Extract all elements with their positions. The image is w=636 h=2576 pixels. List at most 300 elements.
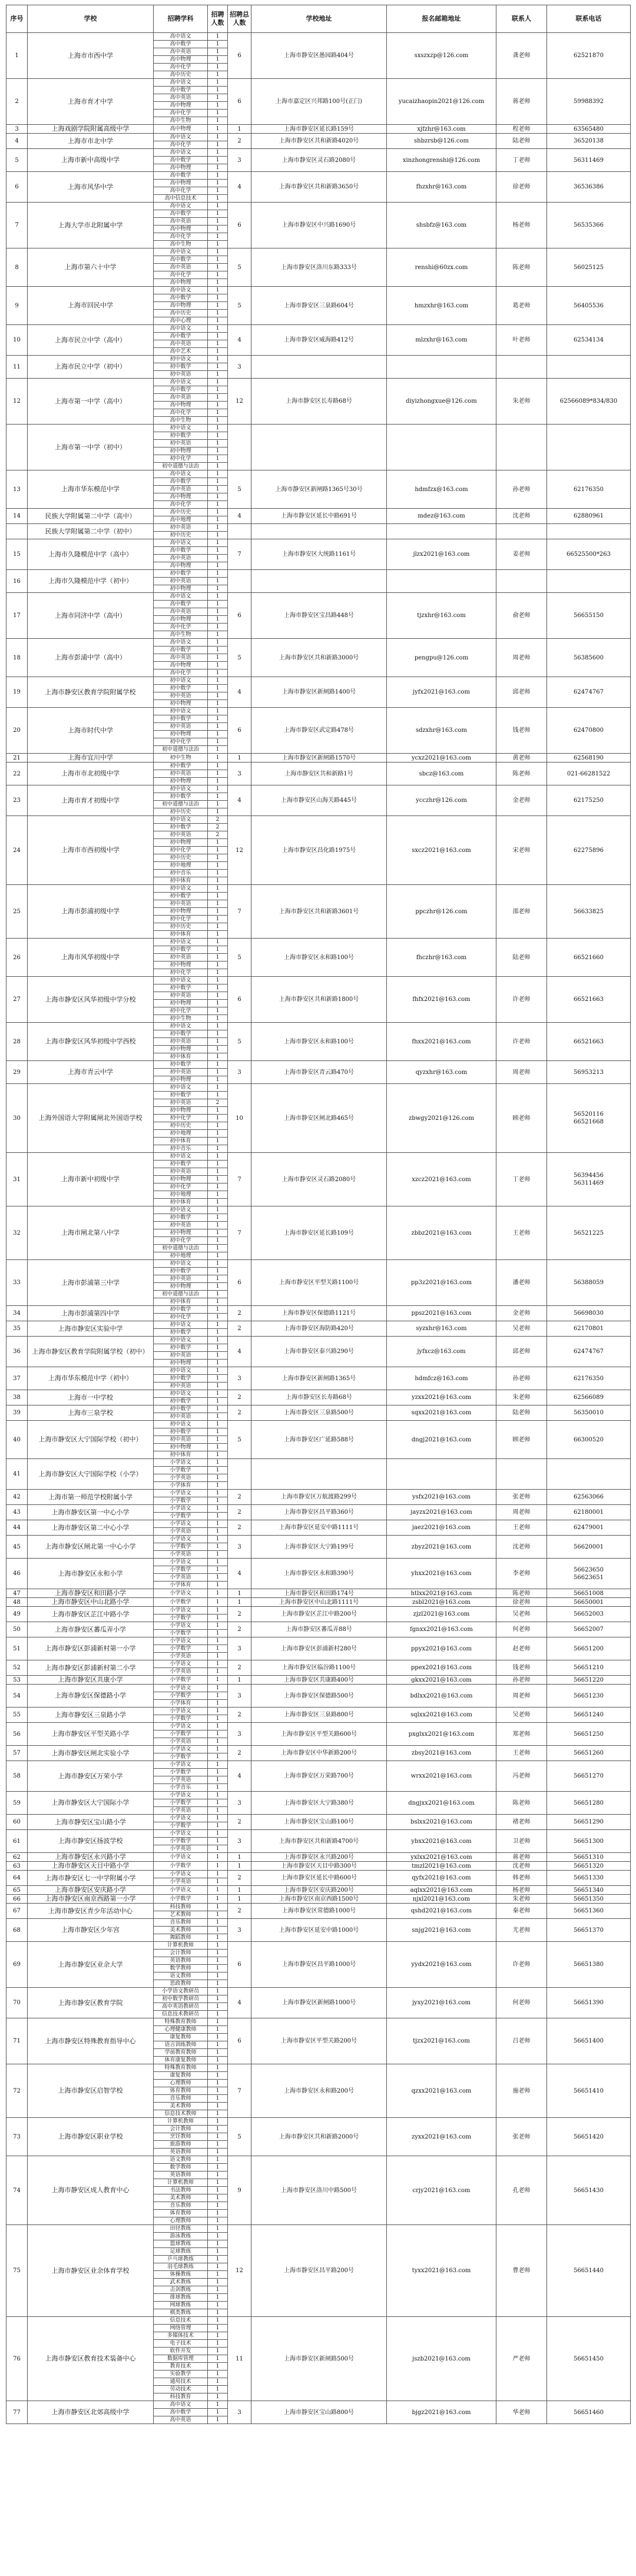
contact-person: 韩老师 [496,1871,547,1886]
subject-count-cell: 1 [208,2309,228,2317]
subject-count-cell: 1 [208,1815,228,1822]
table-row [6,1871,631,1878]
subject-cell: 初中物理 [154,1107,208,1115]
table-row [6,1367,631,1375]
table-row [6,1708,631,1715]
subject-count-cell: 1 [208,654,228,662]
subject-count-cell: 1 [208,946,228,954]
apply-email: yhxx2021@163.com [387,1559,496,1589]
apply-email: hdmfzx@163.com [387,470,496,509]
contact-phone [547,524,631,539]
row-seq: 32 [6,1206,28,1260]
contact-phone: 56651380 [547,1942,631,1988]
subject-count-cell: 1 [208,731,228,738]
subject-count-cell: 1 [208,1015,228,1023]
school-address: 上海市静安区洛川中路500号 [251,2156,387,2225]
contact-person: 周老师 [496,1061,547,1084]
school-name: 上海市彭浦中学（高中） [28,639,154,677]
subject-cell: 初中数学教研员 [154,1995,208,2003]
subject-cell: 初中音乐 [154,1145,208,1153]
subject-count-cell: 1 [208,2393,228,2401]
total-count: 5 [228,2118,251,2156]
subject-cell: 高中数学 [154,478,208,486]
subject-count-cell: 1 [208,969,228,977]
table-row [6,762,631,770]
subject-cell: 初中英语 [154,440,208,447]
subject-count-cell: 1 [208,1413,228,1421]
contact-person: 朱老师 [496,1895,547,1904]
apply-email: yzxx2021@163.com [387,1390,496,1405]
school-name: 上海市静安区彭浦新村第一小学 [28,1637,154,1660]
subject-cell: 初中数学 [154,570,208,578]
school-name: 上海市静安区七一中学附属小学 [28,1871,154,1886]
subject-count-cell: 1 [208,117,228,125]
subject-count-cell: 1 [208,2363,228,2371]
contact-phone: 56651260 [547,1746,631,1761]
contact-person: 陆老师 [496,939,547,977]
apply-email [387,425,496,470]
total-count: 3 [228,356,251,379]
subject-count-cell: 1 [208,1738,228,1746]
total-count: 4 [228,325,251,356]
row-seq: 64 [6,1871,28,1886]
table-body [6,33,631,2424]
school-address: 上海市静安区昌化路1975号 [251,816,387,885]
subject-count-cell: 1 [208,447,228,455]
total-count: 6 [228,593,251,639]
subject-count-cell: 1 [208,310,228,317]
subject-count-cell: 1 [208,1107,228,1115]
row-seq: 27 [6,977,28,1023]
contact-person: 许老师 [496,1942,547,1988]
subject-count-cell: 1 [208,1980,228,1988]
school-address: 上海市静安区安庆路200号 [251,1886,387,1895]
subject-cell: 美术教师 [154,1927,208,1934]
school-address: 上海市静安区武定路478号 [251,708,387,754]
contact-person: 孙老师 [496,1367,547,1390]
contact-person: 周老师 [496,1505,547,1520]
subject-cell: 初中数学 [154,363,208,371]
subject-cell: 篮球教练 [154,2240,208,2248]
table-row [6,816,631,824]
subject-count-cell: 1 [208,1838,228,1845]
row-seq: 53 [6,1676,28,1685]
subject-count-cell: 1 [208,394,228,402]
subject-cell: 小学数学 [154,1467,208,1474]
school-address: 上海市静安区平型关路600号 [251,1723,387,1746]
subject-count-cell: 1 [208,1904,228,1911]
subject-cell: 高中数学 [154,333,208,340]
subject-count-cell: 1 [208,2133,228,2141]
subject-cell: 高中语文 [154,539,208,547]
apply-email: tjzx2021@163.com [387,2018,496,2064]
contact-person: 王老师 [496,1746,547,1761]
subject-count-cell: 1 [208,2225,228,2233]
school-address: 上海市静安区共和新路1号 [251,762,387,785]
apply-email: tjzxhr@163.com [387,593,496,639]
contact-phone: 56651280 [547,1792,631,1815]
table-row [6,1862,631,1871]
subject-count-cell: 1 [208,2386,228,2393]
subject-cell: 高中物理 [154,164,208,172]
school-address: 上海市静安区共和新路1800号 [251,977,387,1023]
school-name: 上海市第一中学（初中） [28,425,154,470]
contact-phone: 59988392 [547,79,631,125]
contact-person [496,425,547,470]
subject-count-cell: 1 [208,1589,228,1598]
row-seq: 59 [6,1792,28,1815]
contact-person: 卫老师 [496,1830,547,1853]
apply-email: yxlxx2021@163.com [387,1853,496,1862]
total-count: 3 [228,1723,251,1746]
row-seq: 40 [6,1421,28,1459]
contact-phone: 56651210 [547,1660,631,1676]
contact-person: 吴老师 [496,1607,547,1622]
table-row [6,1390,631,1398]
table-row [6,977,631,984]
subject-cell: 小学体育 [154,1482,208,1490]
subject-count-cell: 1 [208,578,228,585]
subject-cell: 初中物理 [154,447,208,455]
subject-cell: 高中物理 [154,125,208,134]
subject-count-cell: 1 [208,2302,228,2309]
total-count: 1 [228,1676,251,1685]
subject-cell: 高中语文 [154,248,208,256]
contact-phone [547,570,631,593]
contact-person [496,1459,547,1490]
subject-count-cell: 1 [208,2149,228,2156]
subject-count-cell: 1 [208,2179,228,2187]
contact-person: 钱老师 [496,1660,547,1676]
contact-person: 严老师 [496,2317,547,2401]
subject-count-cell: 1 [208,1245,228,1252]
subject-count-cell: 1 [208,110,228,117]
contact-person: 姜老师 [496,539,547,570]
subject-cell: 初中体育 [154,1199,208,1206]
apply-email: sqlxx2021@163.com [387,1708,496,1723]
subject-cell: 小学语文 [154,1490,208,1497]
subject-cell: 初中语文 [154,677,208,685]
subject-cell: 初中音乐 [154,870,208,877]
school-address: 上海市静安区永和路100号 [251,1023,387,1061]
apply-email: ycczhr@126.com [387,785,496,816]
subject-cell: 小学英语 [154,1474,208,1482]
contact-phone: 62170801 [547,1321,631,1337]
subject-count-cell: 1 [208,2018,228,2026]
subject-cell: 初中数学 [154,1092,208,1099]
school-name: 上海市静安区职业学校 [28,2118,154,2156]
apply-email: mlzxhr@163.com [387,325,496,356]
subject-count-cell: 1 [208,939,228,946]
subject-count-cell: 1 [208,294,228,302]
contact-phone: 021-66281522 [547,762,631,785]
contact-phone: 56651220 [547,1676,631,1685]
contact-phone: 66521663 [547,977,631,1023]
subject-count-cell: 1 [208,715,228,723]
subject-cell: 初中英语 [154,1352,208,1360]
subject-count-cell: 1 [208,1497,228,1505]
subject-count-cell: 1 [208,2003,228,2011]
subject-cell: 小学数学 [154,1730,208,1738]
total-count: 7 [228,539,251,570]
school-address: 上海市静安区山海关路445号 [251,785,387,816]
subject-count-cell: 1 [208,778,228,785]
subject-cell: 小学英语 [154,1878,208,1886]
contact-phone: 62566089*834/830 [547,379,631,425]
subject-cell: 小学英语 [154,1551,208,1559]
subject-cell: 小学语文 [154,1871,208,1878]
subject-count-cell: 1 [208,1871,228,1878]
total-count [228,524,251,539]
subject-cell: 初中道德与法治 [154,801,208,808]
contact-person: 朱老师 [496,1390,547,1405]
contact-phone: 56388059 [547,1260,631,1306]
subject-count-cell: 1 [208,2348,228,2355]
row-seq: 48 [6,1598,28,1607]
subject-cell: 高中物理 [154,662,208,669]
subject-count-cell: 1 [208,1153,228,1161]
subject-cell: 初中英语 [154,578,208,585]
subject-cell: 语文教师 [154,1972,208,1980]
row-seq: 43 [6,1505,28,1520]
school-address: 上海市静安区共和新路3601号 [251,885,387,939]
school-name: 上海市市北初级中学 [28,762,154,785]
subject-count-cell: 1 [208,1352,228,1360]
apply-email: dngj2021@163.com [387,1421,496,1459]
subject-count-cell: 1 [208,1919,228,1927]
row-seq: 9 [6,287,28,325]
subject-cell: 初中数学 [154,432,208,440]
contact-phone: 56385600 [547,639,631,677]
contact-phone: 56652003 [547,1607,631,1622]
subject-count-cell: 1 [208,900,228,908]
school-address: 上海市静安区闸北路465号 [251,1084,387,1153]
subject-cell: 高中生物 [154,631,208,639]
total-count: 2 [228,1505,251,1520]
total-count: 2 [228,1660,251,1676]
contact-person: 曹老师 [496,2225,547,2317]
row-seq: 39 [6,1405,28,1421]
subject-count-cell: 1 [208,279,228,287]
total-count: 2 [228,1708,251,1723]
subject-count-cell: 1 [208,432,228,440]
subject-count-cell: 1 [208,1092,228,1099]
contact-phone: 56311469 [547,149,631,172]
total-count: 3 [228,2401,251,2424]
row-seq: 70 [6,1988,28,2018]
total-count: 6 [228,708,251,754]
subject-cell: 高中语文 [154,470,208,478]
subject-count-cell: 1 [208,1845,228,1853]
contact-phone: 56651250 [547,1723,631,1746]
contact-phone: 56651200 [547,1637,631,1660]
total-count: 5 [228,248,251,287]
subject-cell: 初中语文 [154,816,208,824]
subject-count-cell: 1 [208,977,228,984]
total-count: 3 [228,1830,251,1853]
school-name: 上海市静安区特殊教育指导中心 [28,2018,154,2064]
total-count: 11 [228,2317,251,2401]
school-address: 上海市静安区共和新路3650号 [251,172,387,203]
subject-count-cell: 1 [208,2256,228,2263]
apply-email: xzcz2021@163.com [387,1153,496,1206]
subject-cell: 田径教练 [154,2225,208,2233]
contact-phone: 56651270 [547,1761,631,1792]
total-count: 4 [228,1337,251,1367]
contact-person: 冯老师 [496,1761,547,1792]
subject-count-cell: 1 [208,125,228,134]
row-seq: 14 [6,509,28,524]
total-count: 3 [228,1536,251,1559]
contact-phone: 62175250 [547,785,631,816]
row-seq: 60 [6,1815,28,1830]
subject-cell: 小学数学 [154,1614,208,1622]
table-row [6,570,631,578]
subject-count-cell: 1 [208,233,228,241]
apply-email: htlxx2021@163.com [387,1589,496,1598]
row-seq: 61 [6,1830,28,1853]
subject-count-cell: 1 [208,1076,228,1084]
subject-cell: 初中数学 [154,685,208,692]
subject-count-cell: 1 [208,302,228,310]
row-seq: 50 [6,1622,28,1637]
school-address: 上海市静安区宝山路800号 [251,2401,387,2424]
subject-cell: 初中化学 [154,847,208,854]
subject-count-cell: 1 [208,210,228,218]
subject-count-cell: 1 [208,71,228,79]
row-seq: 72 [6,2064,28,2118]
subject-count-cell: 1 [208,1895,228,1904]
subject-count-cell: 1 [208,501,228,509]
table-row [6,1084,631,1092]
apply-email: gkxx2021@163.com [387,1676,496,1685]
subject-cell: 初中语文 [154,1390,208,1398]
contact-person: 邱老师 [496,677,547,708]
row-seq: 12 [6,379,28,425]
subject-cell: 高中历史 [154,310,208,317]
contact-phone: 36520138 [547,134,631,149]
subject-cell: 高中物理 [154,226,208,233]
contact-person: 葛老师 [496,287,547,325]
row-seq: 49 [6,1607,28,1622]
subject-cell: 初中化学 [154,1314,208,1321]
table-header-row [6,5,631,33]
subject-count-cell: 1 [208,1482,228,1490]
table-row [6,425,631,432]
total-count: 3 [228,1367,251,1390]
subject-cell: 小学语文 [154,1792,208,1799]
school-address: 上海市静安区永和路100号 [251,939,387,977]
subject-count-cell: 1 [208,1474,228,1482]
subject-count-cell: 1 [208,1543,228,1551]
contact-phone: 63565480 [547,125,631,134]
school-address: 上海市静安区延长中路600号 [251,1871,387,1886]
subject-count-cell: 1 [208,1551,228,1559]
total-count: 2 [228,1622,251,1637]
apply-email: sqxx2021@163.com [387,1405,496,1421]
school-name: 上海市彭浦第四中学 [28,1306,154,1321]
contact-phone: 56652007 [547,1622,631,1637]
total-count: 3 [228,1919,251,1942]
apply-email: zsbl2021@163.com [387,1598,496,1607]
contact-phone: 56651310 [547,1853,631,1862]
subject-count-cell: 1 [208,379,228,386]
subject-cell: 音乐教师 [154,2202,208,2210]
subject-count-cell: 1 [208,1451,228,1459]
subject-count-cell: 1 [208,1375,228,1383]
subject-cell: 初中数学 [154,984,208,992]
subject-count-cell: 1 [208,1252,228,1260]
total-count: 1 [228,1589,251,1598]
contact-person: 王老师 [496,1206,547,1260]
subject-cell: 初中物理 [154,1283,208,1291]
contact-person: 褚老师 [496,1815,547,1830]
contact-phone: 56651390 [547,1988,631,2018]
subject-cell: 初中语文 [154,1206,208,1214]
subject-cell: 计算机教师 [154,1942,208,1950]
subject-count-cell: 1 [208,2064,228,2072]
school-name: 上海市静安区教育技术装备中心 [28,2317,154,2401]
subject-cell: 初中英语 [154,900,208,908]
subject-cell: 旅游教师 [154,2141,208,2149]
contact-phone [547,425,631,470]
subject-cell: 小学英语 [154,1845,208,1853]
subject-count-cell: 1 [208,962,228,969]
subject-count-cell: 1 [208,2286,228,2294]
contact-phone: 62275896 [547,816,631,885]
total-count: 12 [228,379,251,425]
apply-email [387,1459,496,1490]
table-row [6,539,631,547]
row-seq: 17 [6,593,28,639]
subject-count-cell: 1 [208,954,228,962]
subject-count-cell: 1 [208,340,228,348]
subject-count-cell: 1 [208,2187,228,2194]
row-seq: 67 [6,1904,28,1919]
contact-person: 杨老师 [496,203,547,248]
subject-count-cell: 1 [208,134,228,141]
subject-count-cell: 1 [208,56,228,64]
subject-count-cell: 1 [208,2087,228,2095]
row-seq: 15 [6,539,28,570]
school-name: 上海市风华初级中学 [28,939,154,977]
subject-count-cell: 1 [208,1799,228,1807]
school-name: 上海市静安区少年宫 [28,1919,154,1942]
row-seq: 13 [6,470,28,509]
school-address: 上海市静安区愚园路404号 [251,33,387,79]
row-seq [6,425,28,470]
apply-email: fhfx2021@163.com [387,977,496,1023]
subject-count-cell: 1 [208,1283,228,1291]
contact-person: 宋老师 [496,816,547,885]
row-seq: 74 [6,2156,28,2225]
subject-count-cell: 1 [208,1653,228,1660]
subject-count-cell: 1 [208,348,228,356]
contact-phone: 56651460 [547,2401,631,2424]
subject-cell: 会计教师 [154,2126,208,2133]
subject-cell: 高中生物 [154,117,208,125]
table-row [6,470,631,478]
school-address: 上海市静安区洛川东路333号 [251,248,387,287]
subject-count-cell: 1 [208,570,228,578]
school-name: 上海市静安区教育学院附属学校（初中） [28,1337,154,1367]
table-row [6,2018,631,2026]
contact-phone: 62568190 [547,754,631,762]
apply-email: pp3z2021@163.com [387,1260,496,1306]
subject-count-cell: 1 [208,493,228,501]
table-row [6,1853,631,1862]
table-row [6,33,631,41]
